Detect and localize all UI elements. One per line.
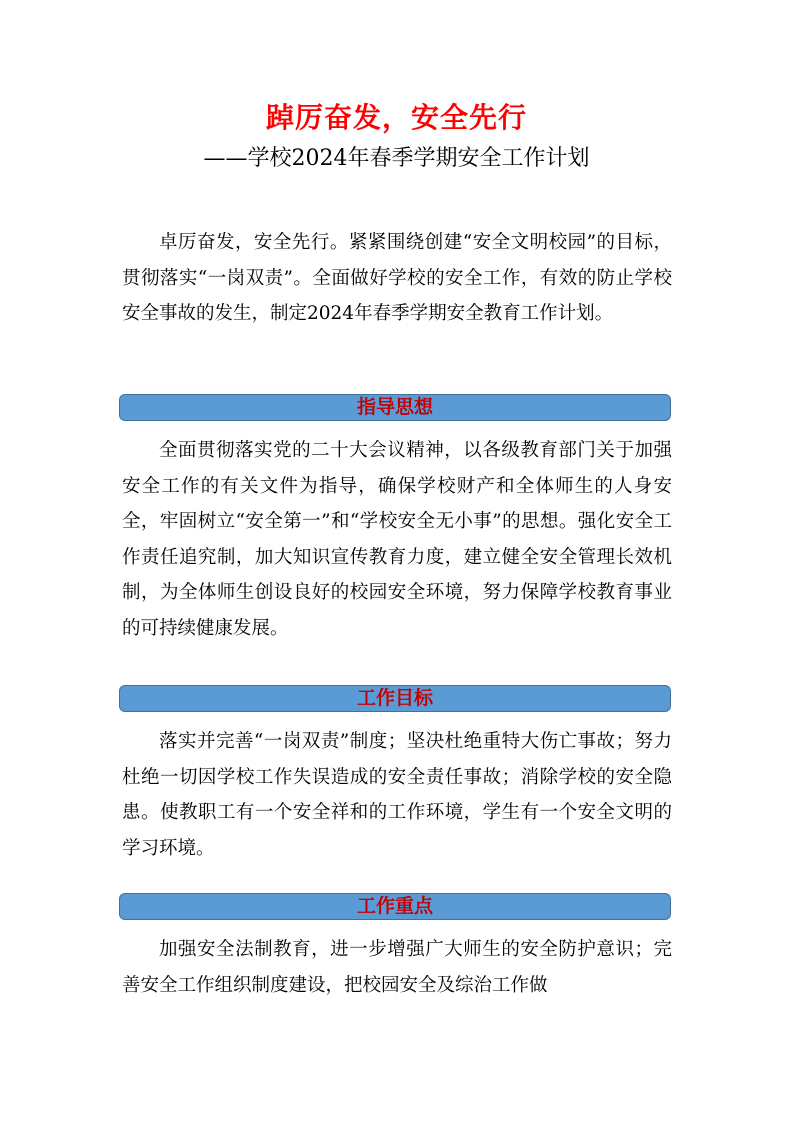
section-body-guiding-ideology: 全面贯彻落实党的二十大会议精神，以各级教育部门关于加强安全工作的有关文件为指导，确保学校财产和全体师生的人身安全，牢固树立“安全第一”和“学校安全无小事”的思想。强化安全工作责任追究制，加大知识宣传教育力度，建立健全安全管理长效机制，为全体师生创设良好的校园安全环境，努力保障学校教育事业的可持续健康发展。 <box>122 440 672 639</box>
document-subtitle: ——学校2024年春季学期安全工作计划 <box>203 146 590 171</box>
intro-paragraph: 卓厉奋发，安全先行。紧紧围绕创建“安全文明校园”的目标，贯彻落实“一岗双责”。全面做好学校的安全工作，有效的防止学校安全事故的发生，制定2024年春季学期安全教育工作计划。 <box>122 232 672 325</box>
section-body-work-goals: 落实并完善“一岗双责”制度；坚决杜绝重特大伤亡事故；努力杜绝一切因学校工作失误造成的安全责任事故；消除学校的安全隐患。使教职工有一个安全祥和的工作环境，学生有一个安全文明的学习环境。 <box>122 731 672 859</box>
document-title: 踔厉奋发，安全先行 <box>265 101 527 134</box>
section-body-work-focus: 加强安全法制教育，进一步增强广大师生的安全防护意识；完善安全工作组织制度建设，把校园安全及综治工作做 <box>122 939 672 996</box>
section-heading-work-focus: 工作重点 <box>119 893 671 920</box>
section-heading-guiding-ideology: 指导思想 <box>119 394 671 421</box>
section-heading-work-goals: 工作目标 <box>119 685 671 712</box>
